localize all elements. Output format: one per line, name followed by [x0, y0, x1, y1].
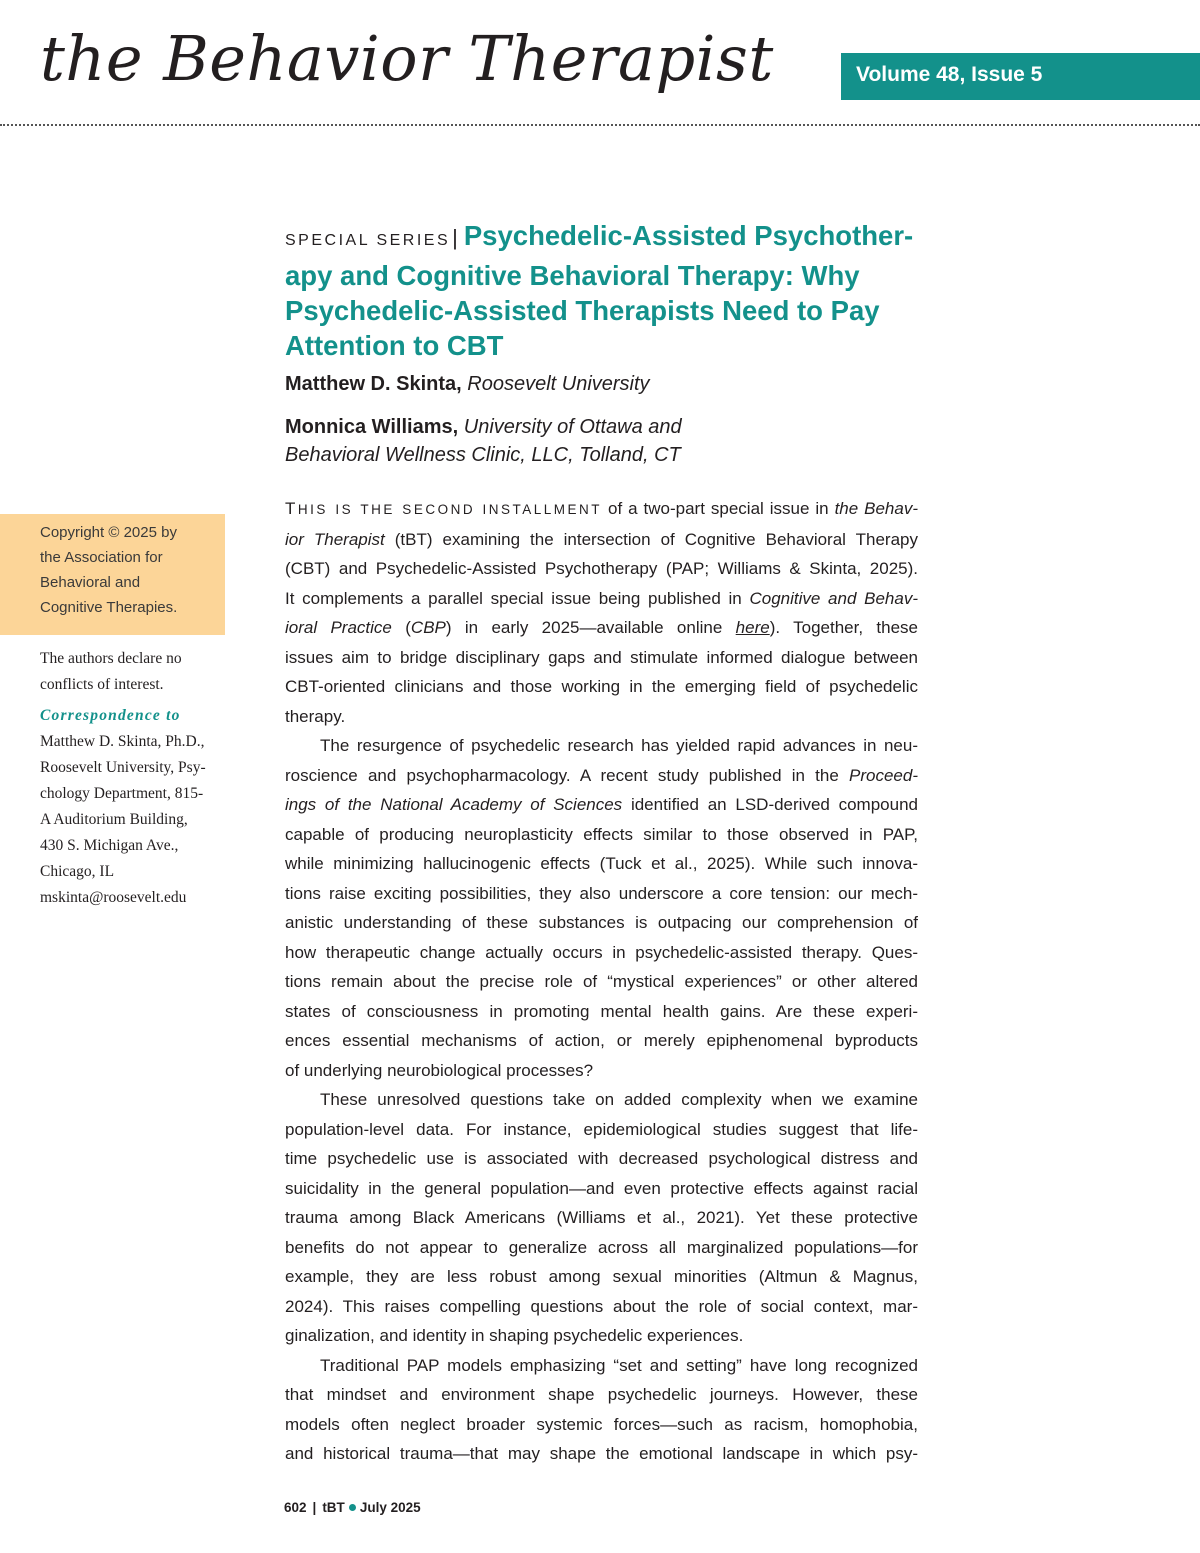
author-name: Matthew D. Skinta,	[285, 373, 462, 395]
series-label: SPECIAL SERIES	[285, 232, 451, 249]
copyright-notice: Copyright © 2025 by the Association for Behavioral and Cognitive Therapies.	[40, 524, 178, 616]
here-link[interactable]: here	[735, 618, 770, 637]
footer-journal: tBT	[322, 1500, 345, 1515]
title-line-3: Psychedelic-Assisted Therapists Need to Pay	[285, 295, 880, 326]
body-line: of underlying neurobiological processes?	[285, 1060, 594, 1080]
body-line: ginalization, and identity in shaping psychedelic experiences.	[285, 1326, 744, 1345]
body-line: while minimizing hallucinogenic effects (Tuck et al., 2025). While such innova-	[285, 854, 918, 873]
author-affiliation: Behavioral Wellness Clinic, LLC, Tolland, CT	[285, 444, 681, 466]
body-line: benefits do not appear to generalize across all marginalized populations—for	[285, 1237, 918, 1257]
body-line: trauma among Black Americans (Williams et al., 2021). Yet these protective	[285, 1208, 918, 1227]
conflict-statement: The authors declare no	[40, 650, 182, 667]
title-text: Psychedelic-Assisted Psychother-	[463, 220, 914, 251]
correspondence-line: Matthew D. Skinta, Ph.D.,	[40, 733, 205, 750]
body-line: ior Therapist (tBT) examining the intersection of Cognitive Behavioral Therapy	[285, 529, 918, 549]
copyright-box	[0, 514, 225, 635]
page-footer	[284, 1500, 421, 1515]
correspondence-line: A Auditorium Building,	[40, 811, 188, 828]
article-body	[285, 494, 918, 1469]
body-line: These unresolved questions take on added complexity when we examine	[320, 1090, 918, 1109]
body-line: states of consciousness in promoting mental health gains. Are these experi-	[285, 1001, 918, 1021]
body-line: roscience and psychopharmacology. A recent study published in the Proceed-	[285, 765, 918, 785]
correspondence-line: chology Department, 815-	[40, 785, 204, 802]
body-line: ings of the National Academy of Sciences identified an LSD-derived compound	[285, 795, 918, 814]
body-line: issues aim to bridge disciplinary gaps and stimulate informed dialogue between	[285, 647, 918, 667]
lead-in-smallcaps: THIS IS THE SECOND INSTALLMENT	[285, 499, 603, 518]
footer-date: July 2025	[359, 1500, 421, 1515]
body-line: It complements a parallel special issue being published in Cognitive and Behav-	[285, 588, 918, 608]
header-divider	[0, 124, 1200, 126]
title-line-2: apy and Cognitive Behavioral Therapy: Why	[285, 260, 860, 291]
conflict-statement: conflicts of interest.	[40, 676, 164, 693]
body-line: ioral Practice (CBP) in early 2025—available online here). Together, these	[285, 618, 918, 637]
body-line: suicidality in the general population—and even protective effects against racial	[285, 1178, 918, 1198]
body-line: models often neglect broader systemic forces—such as racism, homophobia,	[285, 1414, 918, 1434]
body-line: tions remain about the precise role of “mystical experiences” or other altered	[285, 972, 918, 991]
body-line: THIS IS THE SECOND INSTALLMENT of a two-part special issue in the Behav-	[285, 499, 918, 518]
correspondence-line: Chicago, IL	[40, 863, 115, 880]
page-number: 602	[284, 1500, 307, 1515]
author-affiliation: Roosevelt University	[467, 373, 650, 395]
title-line-1	[285, 218, 925, 258]
body-line: Traditional PAP models emphasizing “set and setting” have long recognized	[320, 1355, 918, 1375]
body-line: how therapeutic change actually occurs in psychedelic-assisted therapy. Ques-	[285, 942, 918, 962]
author-name: Monnica Williams,	[285, 416, 459, 438]
author-affiliation: University of Ottawa and	[463, 416, 682, 438]
body-line: ences essential mechanisms of action, or merely epiphenomenal byproducts	[285, 1031, 918, 1050]
body-line: and historical trauma—that may shape the emotional landscape in which psy-	[285, 1444, 918, 1463]
title-line-4: Attention to CBT	[285, 330, 504, 361]
author-2	[285, 413, 682, 469]
body-line: anistic understanding of these substances is outpacing our comprehension of	[285, 913, 918, 932]
correspondence-email[interactable]: mskinta@roosevelt.edu	[40, 889, 187, 906]
volume-badge	[841, 53, 1200, 100]
body-line: (CBT) and Psychedelic-Assisted Psychotherapy (PAP; Williams & Skinta, 2025).	[285, 559, 918, 578]
body-line: The resurgence of psychedelic research has yielded rapid advances in neu-	[320, 736, 918, 755]
series-separator: |	[452, 225, 458, 250]
article-heading	[285, 218, 925, 363]
body-line: that mindset and environment shape psychedelic journeys. However, these	[285, 1385, 918, 1404]
author-1	[285, 370, 650, 398]
volume-issue-label: Volume 48, Issue 5	[856, 63, 1043, 86]
body-line: population-level data. For instance, epidemiological studies suggest that life-	[285, 1119, 918, 1139]
body-line: example, they are less robust among sexual minorities (Altmun & Magnus,	[285, 1267, 918, 1286]
bullet-dot-icon	[349, 1504, 356, 1511]
sidebar-notes	[40, 646, 225, 911]
journal-masthead: the Behavior Therapist	[40, 22, 774, 95]
footer-separator: |	[312, 1500, 317, 1515]
correspondence-line: 430 S. Michigan Ave.,	[40, 837, 179, 854]
body-line: therapy.	[285, 706, 346, 726]
body-line: CBT-oriented clinicians and those working in the emerging field of psychedelic	[285, 677, 918, 696]
body-line: tions raise exciting possibilities, they also underscore a core tension: our mech-	[285, 883, 918, 903]
body-line: capable of producing neuroplasticity effects similar to those observed in PAP,	[285, 824, 918, 844]
correspondence-line: Roosevelt University, Psy-	[40, 759, 206, 776]
body-line: time psychedelic use is associated with decreased psychological distress and	[285, 1149, 918, 1168]
correspondence-heading: Correspondence to	[40, 707, 181, 724]
body-line: 2024). This raises compelling questions about the role of social context, mar-	[285, 1296, 918, 1316]
